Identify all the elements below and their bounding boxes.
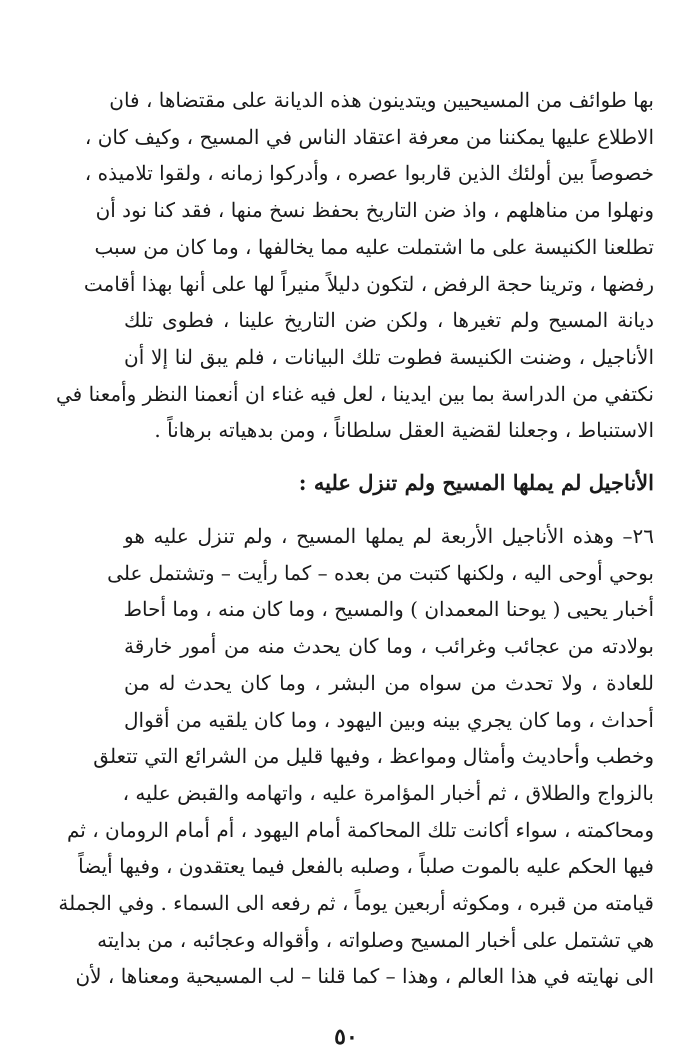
text-line: هي تشتمل على أخبار المسيح وصلواته ، وأقواله وعجائبه ، من بدايته (97, 927, 654, 952)
text-line: بوحي أوحى اليه ، ولكنها كتبت من بعده – كما رأيت – وتشتمل على (107, 560, 654, 585)
text-line: قيامته من قبره ، ومكوثه أربعين يوماً ، ثم رفعه الى السماء . وفي الجملة (58, 891, 654, 916)
text-line: الاطلاع عليها يمكننا من معرفة اعتقاد الناس في المسيح ، وكيف كان ، (84, 124, 654, 149)
page-number: ٥٠ (334, 1024, 358, 1050)
text-line: بالزواج والطلاق ، ثم أخبار المؤامرة عليه ، واتهامه والقبض عليه ، (122, 780, 654, 805)
text-line: ٢٦– وهذه الأناجيل الأربعة لم يملها المسيح ، ولم تنزل عليه هو (124, 524, 654, 548)
text-line: ونهلوا من مناهلهم ، واذ ضن التاريخ بحفظ نسخ منها ، فقد كنا نود أن (95, 198, 654, 223)
text-line: رفضها ، وترينا حجة الرفض ، لتكون دليلاً منيراً لها على أنها بهذا أقامت (83, 271, 654, 296)
text-line: أخبار يحيى ( يوحنا المعمدان ) والمسيح ، وما كان منه ، وما أحاط (123, 597, 654, 622)
text-line: بها طوائف من المسيحيين ويتدينون هذه الديانة على مقتضاها ، فان (109, 88, 654, 112)
text-line: وخطب وأحاديث وأمثال ومواعظ ، وفيها قليل من الشرائع التي تتعلق (93, 744, 654, 769)
text-line: ومحاكمته ، سواء أكانت تلك المحاكمة أمام اليهود ، أم أمام الرومان ، ثم (66, 817, 654, 842)
text-line: تطلعنا الكنيسة على ما اشتملت عليه مما يخالفها ، وما كان من سبب (94, 234, 654, 259)
text-line: فيها الحكم عليه بالموت صلباً ، وصلبه بالفعل فيما يعتقدون ، وفيها أيضاً (78, 854, 654, 879)
text-line: نكتفي من الدراسة بما بين ايدينا ، لعل فيه غناء ان أنعمنا النظر وأمعنا في (55, 381, 654, 406)
paragraph-gospels (58, 518, 654, 995)
text-line: ديانة المسيح ولم تغيرها ، ولكن ضن التاريخ علينا ، فطوى تلك (124, 308, 654, 333)
text-line: للعادة ، ولا تحدث من سواه من البشر ، وما كان يحدث له من (124, 670, 654, 695)
text-line: بولادته من عجائب وغرائب ، وما كان يحدث منه من أمور خارقة (124, 634, 654, 659)
text-line: الى نهايته في هذا العالم ، وهذا – كما قلنا – لب المسيحية ومعناها ، لأن (75, 964, 654, 989)
paragraph-intro (55, 82, 654, 449)
text-line: الاستنباط ، وجعلنا لقضية العقل سلطاناً ، ومن بدهياته برهاناً . (154, 418, 654, 443)
section-heading: الأناجيل لم يملها المسيح ولم تنزل عليه : (298, 470, 654, 495)
text-line: الأناجيل ، وضنت الكنيسة فطوت تلك البيانات ، فلم يبق لنا إلا أن (124, 344, 654, 369)
text-line: خصوصاً بين أولئك الذين قاربوا عصره ، وأدركوا زمانه ، ولقوا تلاميذه ، (84, 161, 654, 186)
text-line: أحداث ، وما كان يجري بينه وبين اليهود ، وما كان يلقيه من أقوال (124, 707, 654, 732)
